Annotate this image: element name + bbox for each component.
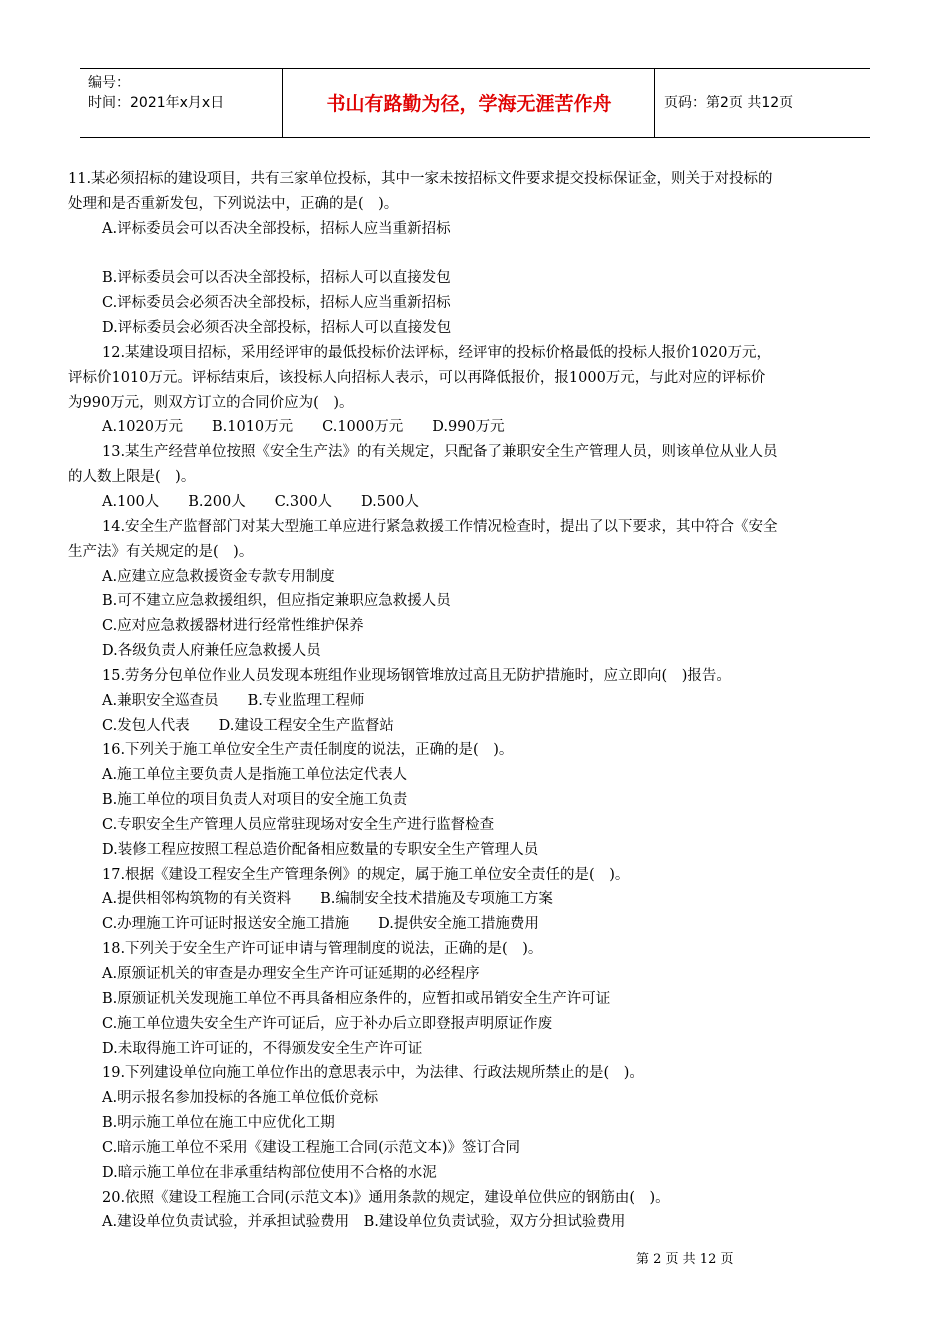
blank-line: [68, 242, 884, 267]
text-line: B.施工单位的项目负责人对项目的安全施工负责: [102, 792, 408, 809]
text-line: D.未取得施工许可证的，不得颁发安全生产许可证: [102, 1040, 423, 1057]
header-divider: [282, 69, 283, 137]
text-line: B.可不建立应急救援组织，但应指定兼职应急救援人员: [102, 593, 451, 610]
text-line: 处理和是否重新发包，下列说法中，正确的是( )。: [68, 195, 399, 212]
text-line: A.应建立应急救援资金专款专用制度: [102, 568, 335, 585]
text-line: D.装修工程应按照工程总造价配备相应数量的专职安全生产管理人员: [102, 841, 539, 858]
text-line: 20.依照《建设工程施工合同(示范文本)》通用条款的规定，建设单位供应的钢筋由( )。: [102, 1189, 670, 1206]
text-line: 19.下列建设单位向施工单位作出的意思表示中，为法律、行政法规所禁止的是( )。: [102, 1065, 644, 1082]
text-line: A.明示报名参加投标的各施工单位低价竞标: [102, 1090, 379, 1107]
text-line: B.明示施工单位在施工中应优化工期: [102, 1115, 335, 1132]
time-label: 时间：2021年x月x日: [88, 95, 225, 111]
text-line: 17.根据《建设工程安全生产管理条例》的规定，属于施工单位安全责任的是( )。: [102, 866, 630, 883]
text-line: 12.某建设项目招标，采用经评审的最低投标价法评标，经评审的投标价格最低的投标人报价1020万元，: [102, 344, 771, 361]
text-line: C.发包人代表 D.建设工程安全生产监督站: [102, 717, 394, 734]
page-footer: 第 2 页 共 12 页: [636, 1252, 734, 1267]
text-line: C.暗示施工单位不采用《建设工程施工合同(示范文本)》签订合同: [102, 1139, 520, 1156]
text-line: C.专职安全生产管理人员应常驻现场对安全生产进行监督检查: [102, 816, 495, 833]
header-page-code: 页码：第2页 共12页: [664, 95, 794, 111]
text-line: 18.下列关于安全生产许可证申请与管理制度的说法，正确的是( )。: [102, 941, 543, 958]
text-line: 14.安全生产监督部门对某大型施工单应进行紧急救援工作情况检查时，提出了以下要求，其中符合《安全: [102, 518, 778, 535]
text-line: C.办理施工许可证时报送安全施工措施 D.提供安全施工措施费用: [102, 916, 539, 933]
header-divider: [654, 69, 655, 137]
text-line: 的人数上限是( )。: [68, 469, 196, 486]
text-line: B.评标委员会可以否决全部投标，招标人可以直接发包: [102, 270, 451, 287]
text-line: C.评标委员会必须否决全部投标，招标人应当重新招标: [102, 295, 451, 312]
text-line: B.原颁证机关发现施工单位不再具备相应条件的，应暂扣或吊销安全生产许可证: [102, 990, 611, 1007]
text-line: A.100人 B.200人 C.300人 D.500人: [102, 493, 419, 510]
text-line: A.施工单位主要负责人是指施工单位法定代表人: [102, 767, 408, 784]
text-line: A.原颁证机关的审查是办理安全生产许可证延期的必经程序: [102, 966, 480, 982]
text-line: A.1020万元 B.1010万元 C.1000万元 D.990万元: [102, 419, 505, 436]
text-line: 13.某生产经营单位按照《安全生产法》的有关规定，只配备了兼职安全生产管理人员，则该单位从业人员: [102, 444, 778, 461]
text-line: 16.下列关于施工单位安全生产责任制度的说法，正确的是( )。: [102, 742, 514, 759]
text-line: A.建设单位负责试验，并承担试验费用 B.建设单位负责试验，双方分担试验费用: [102, 1214, 626, 1231]
text-line: A.提供相邻构筑物的有关资料 B.编制安全技术措施及专项施工方案: [102, 891, 553, 908]
page-header: [80, 68, 870, 138]
text-line: A.兼职安全巡查员 B.专业监理工程师: [102, 692, 365, 709]
serial-label: 编号：: [88, 75, 130, 91]
text-line: 15.劳务分包单位作业人员发现本班组作业现场钢管堆放过高且无防护措施时，应立即向( )报告。: [102, 667, 731, 684]
text-line: D.各级负责人府兼任应急救援人员: [102, 643, 321, 660]
text-line: 评标价1010万元。评标结束后，该投标人向招标人表示，可以再降低报价，报1000万元，与此对应的评标价: [68, 369, 766, 386]
text-line: C.施工单位遗失安全生产许可证后，应于补办后立即登报声明原证作废: [102, 1015, 553, 1032]
header-motto: 书山有路勤为径，学海无涯苦作舟: [326, 93, 612, 115]
text-line: A.评标委员会可以否决全部投标，招标人应当重新招标: [102, 220, 451, 237]
text-line: D.评标委员会必须否决全部投标，招标人可以直接发包: [102, 320, 452, 337]
text-line: C.应对应急救援器材进行经常性维护保养: [102, 618, 364, 635]
header-left-cell: [88, 73, 224, 113]
text-line: 11.某必须招标的建设项目，共有三家单位投标，其中一家未按招标文件要求提交投标保证金，则关于对投标的: [68, 171, 773, 187]
question-body: [68, 167, 884, 1235]
text-line: 为990万元，则双方订立的合同价应为( )。: [68, 394, 354, 411]
text-line: D.暗示施工单位在非承重结构部位使用不合格的水泥: [102, 1164, 437, 1181]
text-line: 生产法》有关规定的是( )。: [68, 543, 254, 560]
